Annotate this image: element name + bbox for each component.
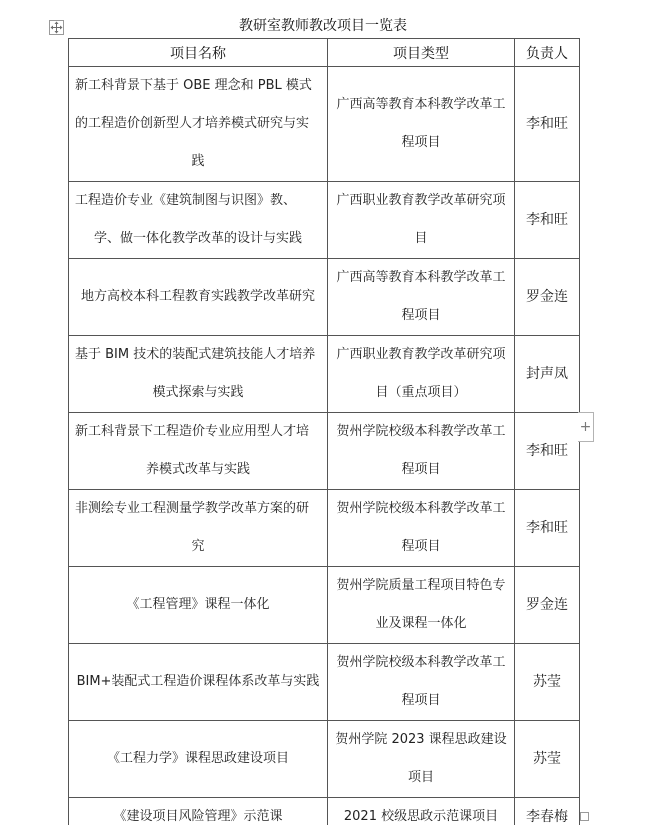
person-in-charge-cell-text: 苏莹 [533, 674, 561, 690]
project-type-cell[interactable] [328, 644, 515, 721]
project-type-cell-text: 贺州学院校级本科教学改革工程项目 [336, 424, 506, 477]
person-in-charge-cell-text: 李和旺 [526, 116, 568, 132]
project-name-cell[interactable] [69, 413, 328, 490]
person-in-charge-cell-text: 李和旺 [526, 520, 568, 536]
person-in-charge-cell[interactable] [515, 413, 580, 490]
person-in-charge-cell-text: 李和旺 [526, 443, 568, 459]
table-row [69, 798, 580, 825]
project-type-cell-text: 广西职业教育教学改革研究项目（重点项目） [336, 347, 506, 400]
table-row [69, 490, 580, 567]
header-person-in-charge: 负责人 [515, 39, 580, 67]
person-in-charge-cell-text: 封声凤 [526, 366, 568, 382]
project-name-cell[interactable] [69, 336, 328, 413]
project-type-cell[interactable] [328, 259, 515, 336]
header-project-name: 项目名称 [69, 39, 328, 67]
project-type-cell-text: 贺州学院 2023 课程思政建设项目 [335, 732, 507, 785]
project-type-cell-text: 2021 校级思政示范课项目 [343, 809, 499, 824]
table-title: 教研室教师教改项目一览表 [239, 18, 407, 34]
table-header-row [69, 39, 580, 67]
person-in-charge-cell-text: 罗金连 [526, 289, 568, 305]
project-type-cell-text: 贺州学院校级本科教学改革工程项目 [336, 655, 506, 708]
project-type-cell[interactable] [328, 67, 515, 182]
project-name-cell[interactable] [69, 259, 328, 336]
person-in-charge-cell[interactable] [515, 567, 580, 644]
project-type-cell[interactable] [328, 798, 515, 825]
person-in-charge-cell[interactable] [515, 644, 580, 721]
person-in-charge-cell[interactable] [515, 798, 580, 825]
project-type-cell[interactable] [328, 336, 515, 413]
person-in-charge-cell-text: 罗金连 [526, 597, 568, 613]
project-name-cell-text: 《工程管理》课程一体化 [126, 597, 270, 612]
project-type-cell[interactable] [328, 182, 515, 259]
person-in-charge-cell-text: 李春梅 [526, 809, 568, 825]
person-in-charge-cell[interactable] [515, 336, 580, 413]
project-name-cell[interactable] [69, 567, 328, 644]
project-name-cell[interactable] [69, 798, 328, 825]
project-type-cell-text: 广西高等教育本科教学改革工程项目 [336, 97, 506, 150]
table-row [69, 259, 580, 336]
person-in-charge-cell[interactable] [515, 67, 580, 182]
project-type-cell[interactable] [328, 567, 515, 644]
table-row [69, 644, 580, 721]
project-name-cell-text: 新工科背景下基于 OBE 理念和 PBL 模式的工程造价创新型人才培养模式研究与实践 [75, 78, 312, 169]
projects-table [68, 38, 580, 825]
page-corner-mark [60, 817, 68, 825]
project-name-cell-text: 非测绘专业工程测量学教学改革方案的研究 [75, 501, 310, 554]
project-name-cell-text: 《建设项目风险管理》示范课 [113, 809, 283, 824]
table-row [69, 336, 580, 413]
header-project-type: 项目类型 [328, 39, 515, 67]
person-in-charge-cell-text: 苏莹 [533, 751, 561, 767]
person-in-charge-cell[interactable] [515, 259, 580, 336]
project-name-cell[interactable] [69, 490, 328, 567]
table-move-handle-icon[interactable] [49, 20, 64, 35]
project-name-cell-text: 地方高校本科工程教育实践教学改革研究 [80, 289, 315, 304]
project-name-cell-text: 工程造价专业《建筑制图与识图》教、学、做一体化教学改革的设计与实践 [75, 193, 302, 246]
project-type-cell[interactable] [328, 413, 515, 490]
project-name-cell[interactable] [69, 644, 328, 721]
project-name-cell[interactable] [69, 67, 328, 182]
table-row [69, 721, 580, 798]
project-name-cell-text: 新工科背景下工程造价专业应用型人才培养模式改革与实践 [75, 424, 310, 477]
person-in-charge-cell[interactable] [515, 182, 580, 259]
project-type-cell-text: 贺州学院校级本科教学改革工程项目 [336, 501, 506, 554]
project-name-cell[interactable] [69, 182, 328, 259]
table-row [69, 67, 580, 182]
table-row [69, 567, 580, 644]
project-type-cell[interactable] [328, 490, 515, 567]
project-name-cell[interactable] [69, 721, 328, 798]
project-type-cell-text: 贺州学院质量工程项目特色专业及课程一体化 [336, 578, 506, 631]
project-type-cell-text: 广西高等教育本科教学改革工程项目 [336, 270, 506, 323]
project-name-cell-text: BIM+装配式工程造价课程体系改革与实践 [76, 674, 320, 689]
table-resize-handle[interactable] [580, 812, 589, 821]
table-row [69, 182, 580, 259]
project-type-cell-text: 广西职业教育教学改革研究项目 [336, 193, 506, 246]
person-in-charge-cell-text: 李和旺 [526, 212, 568, 228]
person-in-charge-cell[interactable] [515, 721, 580, 798]
add-row-plus-icon[interactable]: + [578, 412, 594, 442]
project-name-cell-text: 《工程力学》课程思政建设项目 [106, 751, 289, 766]
project-name-cell-text: 基于 BIM 技术的装配式建筑技能人才培养模式探索与实践 [75, 347, 316, 400]
table-row [69, 413, 580, 490]
project-type-cell[interactable] [328, 721, 515, 798]
person-in-charge-cell[interactable] [515, 490, 580, 567]
